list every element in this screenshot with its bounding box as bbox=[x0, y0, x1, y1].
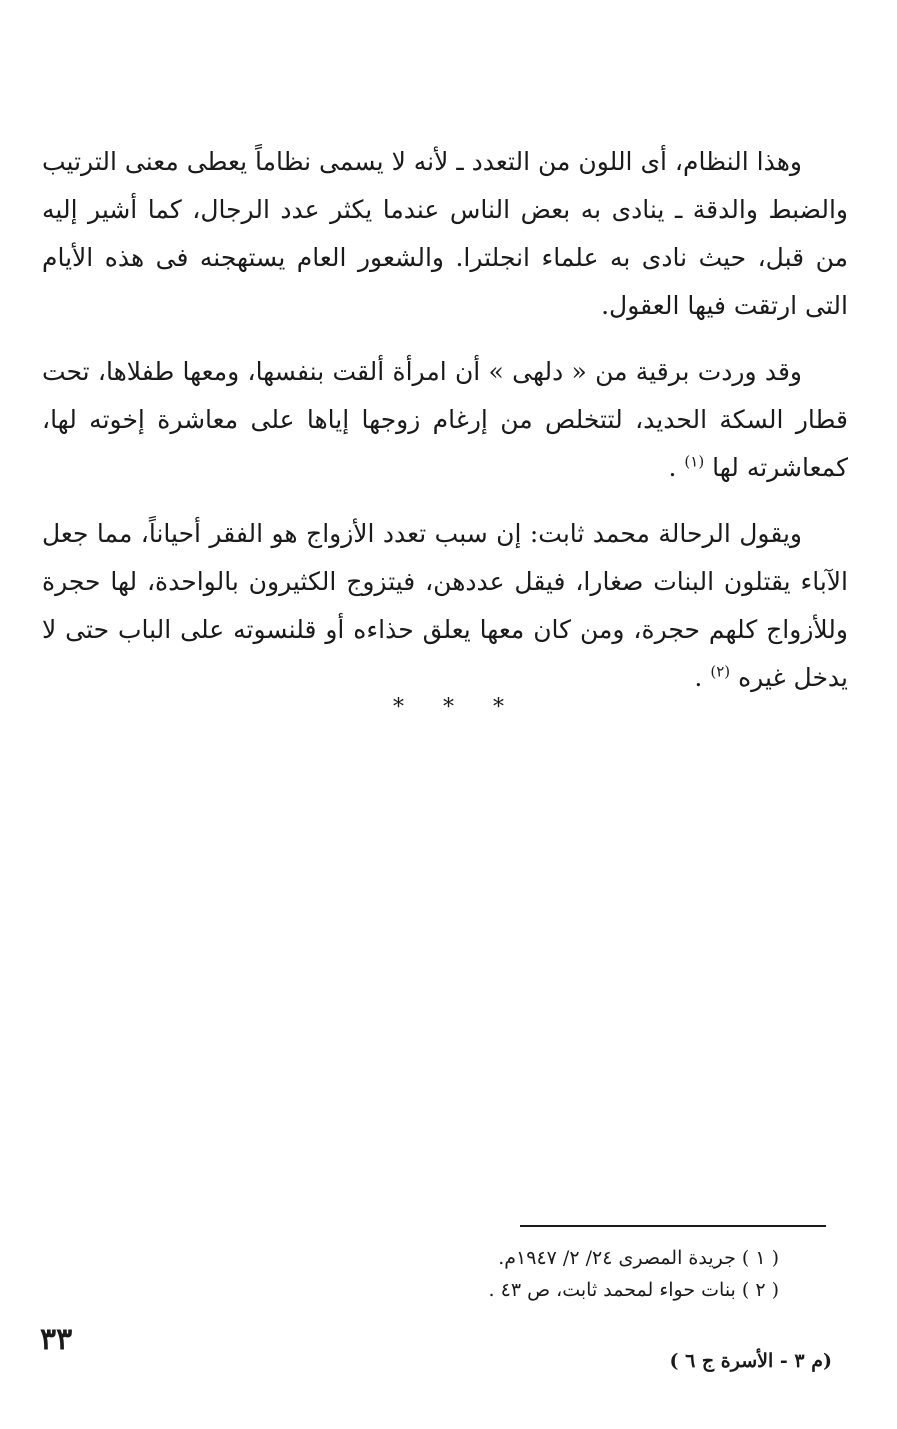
paragraph-2-text: وقد وردت برقية من « دلهى » أن امرأة ألقت بنفسها، ومعها طفلاها، تحت قطار السكة الحديد، لتتخلص من إرغام زوجها إياها على معاشرة إخوته لها، كمعاشرته لها bbox=[42, 357, 848, 482]
paragraph-3-end: . bbox=[694, 663, 703, 692]
page-number: ٣٣ bbox=[40, 1322, 73, 1357]
footnote-divider bbox=[520, 1225, 826, 1227]
paragraph-3-text: ويقول الرحالة محمد ثابت: إن سبب تعدد الأزواج هو الفقر أحياناً، مما جعل الآباء يقتلون البنات صغارا، فيقل عددهن، فيتزوج الكثيرون بالواحدة، لها حجرة وللأزواج كلهم حجرة، ومن كان معها يعلق حذاءه أو قلنسوته على الباب حتى لا يدخل غيره bbox=[42, 519, 848, 692]
separator-star: * bbox=[493, 695, 504, 720]
separator-star: * bbox=[393, 695, 404, 720]
paragraph-2-end: . bbox=[668, 453, 677, 482]
paragraph-1 bbox=[42, 138, 848, 330]
separator-star: * bbox=[443, 695, 454, 720]
paragraph-2 bbox=[42, 348, 848, 492]
paragraph-1-text: وهذا النظام، أى اللون من التعدد ـ لأنه لا يسمى نظاماً يعطى معنى الترتيب والضبط والدقة ـ ينادى به بعض الناس عندما يكثر عدد الرجال، كما أشير إليه من قبل، حيث نادى به علماء انجلترا. والشعور العام يستهجنه فى هذه الأيام التى ارتقت فيها العقول. bbox=[42, 147, 848, 320]
paragraph-3 bbox=[42, 510, 848, 702]
printer-signature: (م ٣ - الأسرة ج ٦ ) bbox=[669, 1350, 832, 1372]
footnote-ref-1: (١) bbox=[684, 452, 705, 471]
section-separator bbox=[0, 695, 897, 720]
footnote-2: ( ٢ ) بنات حواء لمحمد ثابت، ص ٤٣ . bbox=[488, 1279, 779, 1301]
main-text bbox=[42, 138, 848, 720]
footnote-1: ( ١ ) جريدة المصرى ٢٤/ ٢/ ١٩٤٧م. bbox=[498, 1247, 779, 1269]
footnote-ref-2: (٢) bbox=[710, 662, 731, 681]
footnotes bbox=[279, 1242, 779, 1306]
